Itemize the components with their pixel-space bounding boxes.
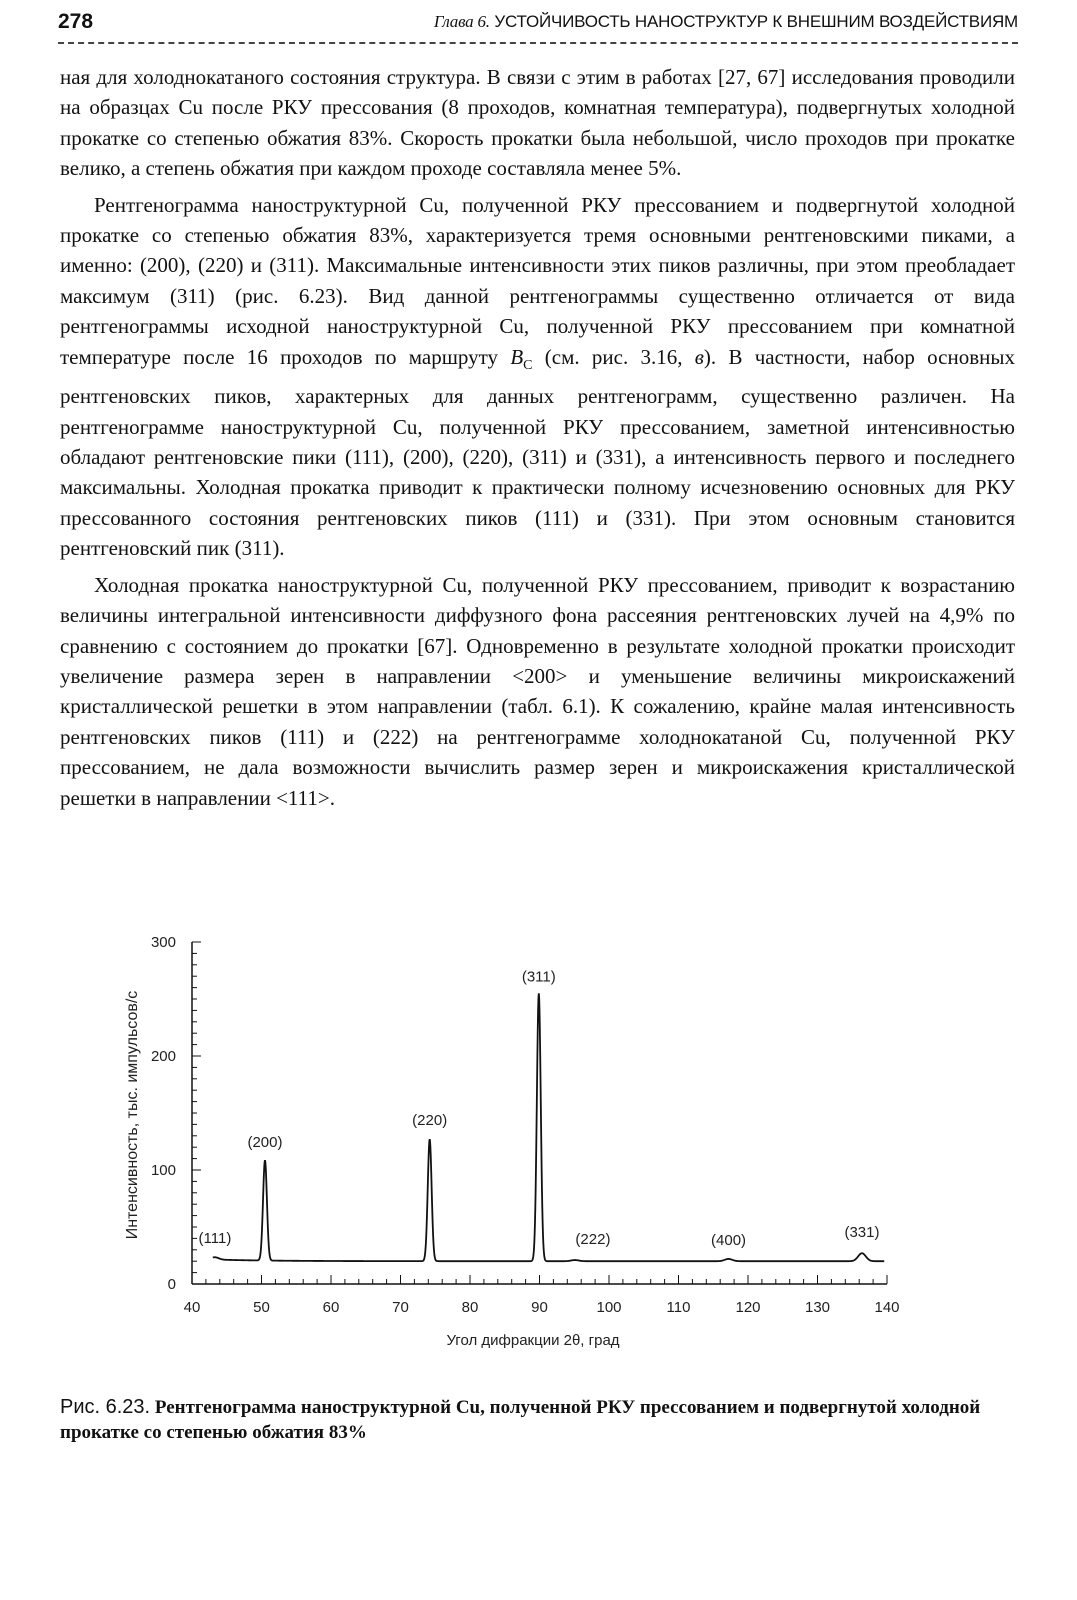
x-axis-label: Угол дифракции 2θ, град	[446, 1332, 620, 1349]
header-rule	[58, 42, 1018, 44]
xrd-chart	[110, 935, 940, 1385]
paragraph-2-start: Рентгенограмма наноструктурной Cu, полученной РКУ прессованием и подвергнутой холодной прокатке со степенью обжатия 83%, характеризуется тремя основными рентгеновскими пиками, а именно: (200), (220) и (311). Максимальные интенсивности этих пиков различны, при этом преобладает максимум (311) (рис. 6.23). Вид данной рентгенограммы существенно отличается от вида рентгенограммы исходной наноструктурной Cu, полученной РКУ прессованием при комнатной температуре после 16 проходов по маршруту	[60, 192, 1015, 369]
x-tick-label: 130	[804, 1299, 831, 1316]
peak-label: (331)	[844, 1224, 880, 1242]
x-tick-label: 50	[253, 1299, 270, 1316]
paragraph-3: Холодная прокатка наноструктурной Cu, полученной РКУ прессованием, приводит к возрастанию величины интегральной интенсивности диффузного фона рассеяния рентгеновских лучей на 4,9% по сравнению с состоянием до прокатки [67]. Одновременно в результате холодной прокатки происходит увеличение размера зерен в направлении <200> и уменьшение величины микроискажений кристаллической решетки в этом направлении (табл. 6.1). К сожалению, крайне малая интенсивность рентгеновских пиков (111) и (222) на рентгенограмме холоднокатаной Cu, полученной РКУ прессованием, не дала возможности вычислить размер зерен и микроискажения кристаллической решетки в направлении <111>.	[60, 572, 1015, 810]
chapter-title-text: УСТОЙЧИВОСТЬ НАНОСТРУКТУР К ВНЕШНИМ ВОЗДЕЙСТВИЯМ	[494, 12, 1018, 31]
chapter-title	[434, 12, 1018, 32]
paragraph-1: ная для холоднокатаного состояния структура. В связи с этим в работах [27, 67] исследования проводили на образцах Cu после РКУ прессования (8 проходов, комнатная температура), подвергнутых холодной прокатке со степенью обжатия 83%. Скорость прокатки была небольшой, число проходов при прокатке велико, а степень обжатия при каждом проходе составляла менее 5%.	[60, 65, 1015, 181]
peak-label: (220)	[412, 1112, 448, 1130]
caption-label: Рис. 6.23.	[60, 1396, 151, 1418]
x-tick-label: 40	[183, 1299, 201, 1316]
xrd-chart-svg	[110, 935, 940, 1385]
x-tick-label: 70	[392, 1299, 409, 1316]
page-number: 278	[58, 10, 94, 33]
body-text	[60, 62, 1015, 819]
x-tick-label: 140	[874, 1299, 900, 1316]
caption-text: Рентгенограмма наноструктурной Cu, полученной РКУ прессованием и подвергнутой холодной прокатке со степенью обжатия 83%	[60, 1397, 981, 1443]
paragraph-2-end: ). В частности, набор основных рентгеновских пиков, характерных для данных рентгенограмм, существенно различен. На рентгенограмме наноструктурной Cu, полученной РКУ прессованием, заметной интенсивностью обладают рентгеновские пики (111), (200), (220), (311) и (331), а интенсивность первого и последнего максимальны. Холодная прокатка приводит к практически полному исчезновению основных для РКУ прессованного состояния рентгеновских пиков (111) и (331). При этом основным становится рентгеновский пик (311).	[60, 344, 1016, 561]
y-tick-label: 200	[150, 1048, 176, 1065]
y-tick-label: 0	[167, 1276, 176, 1293]
paragraph-2	[60, 190, 1015, 564]
x-tick-label: 60	[322, 1299, 340, 1316]
chapter-label: Глава 6.	[433, 12, 490, 31]
peak-label: (222)	[575, 1231, 611, 1249]
x-tick-label: 120	[735, 1299, 761, 1316]
y-tick-label: 300	[150, 935, 176, 951]
peak-label: (311)	[521, 968, 556, 986]
peak-label: (400)	[711, 1231, 747, 1249]
y-axis-label: Интенсивность, тыс. импульсов/с	[124, 990, 141, 1240]
spectrum-curve	[213, 993, 884, 1261]
running-header	[58, 8, 1018, 40]
x-tick-label: 90	[531, 1299, 548, 1316]
route-symbol: B	[510, 344, 524, 369]
paragraph-2-mid: (см. рис. 3.16,	[532, 344, 695, 369]
peak-label: (200)	[247, 1133, 283, 1151]
x-tick-label: 80	[461, 1299, 479, 1316]
figure-letter: в	[694, 344, 704, 369]
x-tick-label: 110	[666, 1299, 691, 1316]
peak-label: (111)	[198, 1229, 232, 1247]
x-tick-label: 100	[596, 1299, 622, 1316]
figure-caption	[60, 1395, 1015, 1445]
route-subscript: C	[523, 357, 533, 373]
y-tick-label: 100	[150, 1162, 176, 1179]
